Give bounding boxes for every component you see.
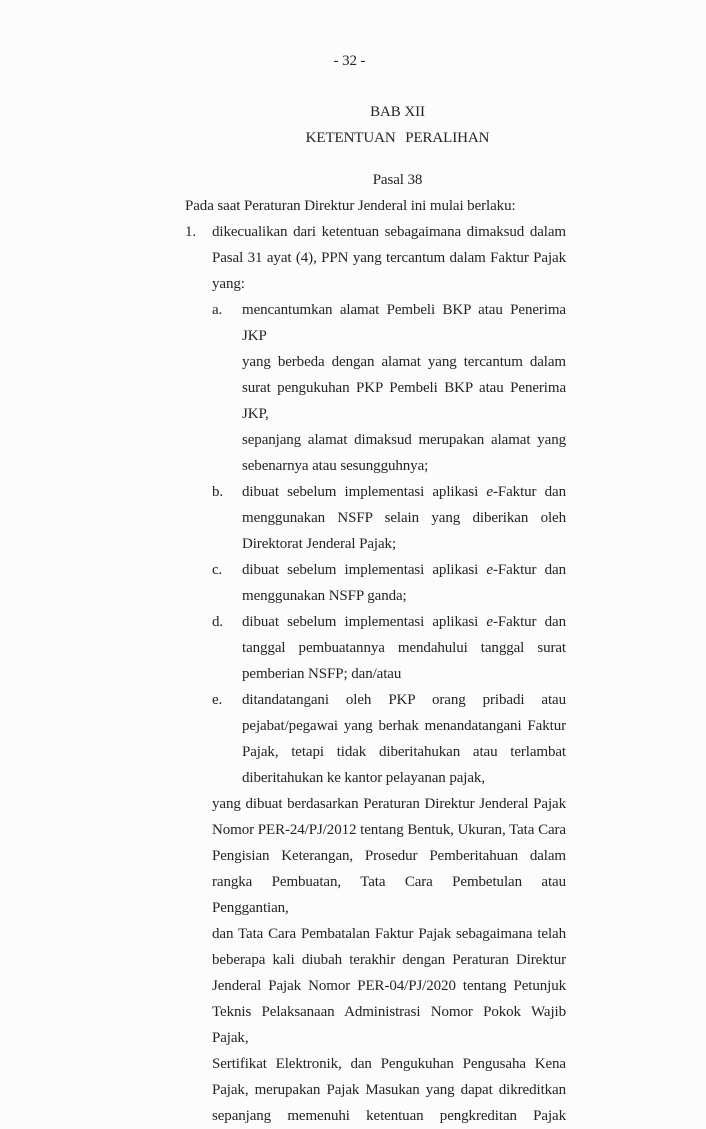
list-item-1b bbox=[212, 479, 566, 557]
list-item-text: dibuat sebelum implementasi aplikasi e-Faktur dan menggunakan NSFP ganda; bbox=[242, 562, 566, 604]
page-number: - 32 - bbox=[333, 53, 366, 69]
list-item-marker: d. bbox=[212, 614, 224, 630]
list-item-1e bbox=[212, 687, 566, 791]
chapter-title: KETENTUAN PERALIHAN bbox=[305, 130, 490, 146]
list-item-text: ditandatangani oleh PKP orang pribadi atau pejabat/pegawai yang berhak menandatangani Faktur Pajak, tetapi tidak diberitahukan atau terlambat diberitahukan ke kantor pelayanan pajak, bbox=[242, 692, 566, 786]
list-item-1 bbox=[185, 219, 566, 1129]
article-heading: Pasal 38 bbox=[372, 172, 423, 188]
list-item-text: dibuat sebelum implementasi aplikasi e-Faktur dan menggunakan NSFP selain yang diberikan oleh Direktorat Jenderal Pajak; bbox=[242, 484, 566, 552]
list-item-marker: b. bbox=[212, 484, 224, 500]
list-item-1d bbox=[212, 609, 566, 687]
list-item-text: mencantumkan alamat Pembeli BKP atau Penerima JKP yang berbeda dengan alamat yang tercantum dalam surat pengukuhan PKP Pembeli BKP atau Penerima JKP, sepanjang alamat dimaksud merupakan alamat yang sebenarnya atau sesungguhnya; bbox=[242, 302, 566, 474]
list-item-marker: c. bbox=[212, 562, 223, 578]
list-item-marker: e. bbox=[212, 692, 223, 708]
list-item-marker: a. bbox=[212, 302, 223, 318]
list-item-text: dikecualikan dari ketentuan sebagaimana dimaksud dalam Pasal 31 ayat (4), PPN yang tercantum dalam Faktur Pajak yang: bbox=[212, 224, 566, 292]
chapter-number: BAB XII bbox=[370, 104, 425, 120]
closing-paragraph: yang dibuat berdasarkan Peraturan Direktur Jenderal Pajak Nomor PER-24/PJ/2012 tentang Bentuk, Ukuran, Tata Cara Pengisian Keterangan, Prosedur Pemberitahuan dalam rangka Pembuatan, Tata Cara Pembetulan atau Penggantian, dan Tata Cara Pembatalan Faktur Pajak sebagaimana telah beberapa kali diubah terakhir dengan Peraturan Direktur Jenderal Pajak Nomor PER-04/PJ/2020 tentang Petunjuk Teknis Pelaksanaan Administrasi Nomor Pokok Wajib Pajak, Sertifikat Elektronik, dan Pengukuhan Pengusaha Kena Pajak, merupakan Pajak Masukan yang dapat dikreditkan sepanjang memenuhi ketentuan pengkreditan Pajak bbox=[212, 796, 566, 1124]
list-item-body bbox=[212, 219, 566, 1129]
list-item-marker: 1. bbox=[185, 224, 197, 240]
chapter-heading bbox=[207, 99, 588, 151]
intro-paragraph: Pada saat Peraturan Direktur Jenderal ini mulai berlaku: bbox=[185, 198, 516, 214]
list-item-1a bbox=[212, 297, 566, 479]
list-item-text: dibuat sebelum implementasi aplikasi e-Faktur dan tanggal pembuatannya mendahului tanggal surat pemberian NSFP; dan/atau bbox=[242, 614, 566, 682]
list-item-1c bbox=[212, 557, 566, 609]
